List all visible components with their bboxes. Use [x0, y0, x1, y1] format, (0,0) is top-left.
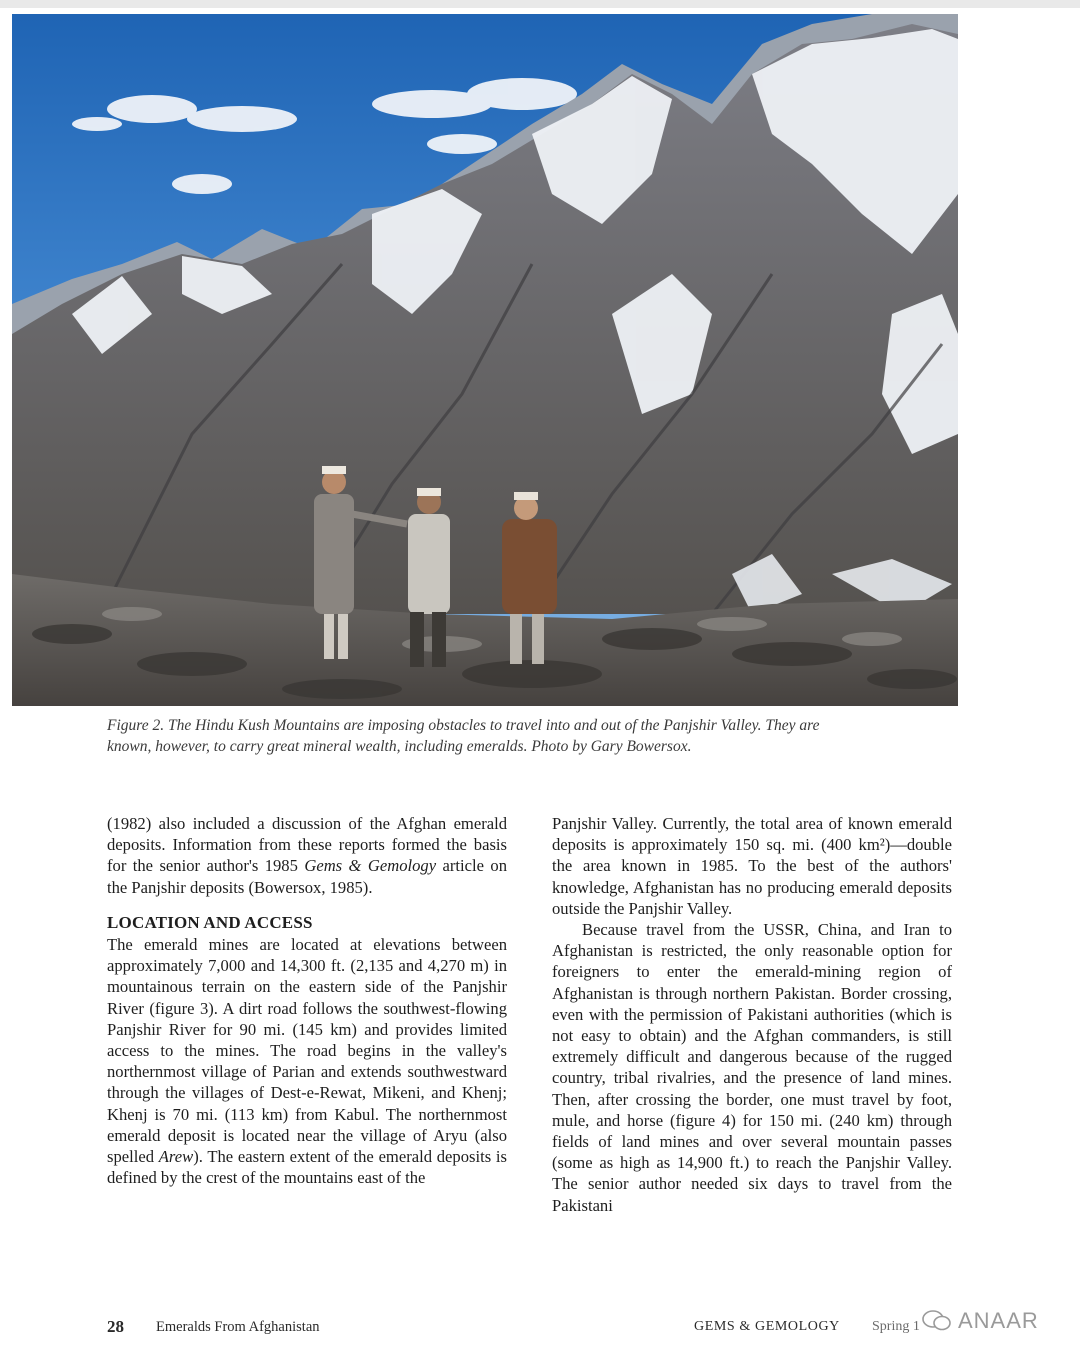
watermark — [922, 1306, 1039, 1336]
running-head: Emeralds From Afghanistan — [156, 1319, 320, 1335]
paragraph-location — [107, 934, 507, 1188]
text-run: (1982) also included a discussion of the Afghan emerald deposits. Information from these reports formed the basis for the senior author's 1985 — [107, 814, 507, 876]
figure-photo-hindu-kush — [12, 14, 958, 706]
left-column — [107, 813, 507, 1188]
text-run: ). The eastern extent of the emerald deposits is defined by the crest of the mountains east of the — [107, 1147, 507, 1188]
paragraph-references — [107, 813, 507, 898]
top-edge — [0, 0, 1080, 8]
watermark-text: ANAAR — [958, 1308, 1039, 1333]
journal-title-italic: Gems & Gemology — [304, 856, 437, 876]
italic-term: Arew — [158, 1147, 194, 1167]
journal-name: GEMS & GEMOLOGY — [694, 1319, 840, 1334]
figure-caption: Figure 2. The Hindu Kush Mountains are imposing obstacles to travel into and out of the Panjshir Valley. They are known, however, to carry great mineral wealth, including emeralds. Photo by Gary Bowersox. — [107, 717, 820, 755]
issue-label: Spring 1 — [872, 1319, 920, 1334]
text-run: article on the Panjshir deposits (Bowersox, 1985). — [107, 856, 507, 897]
right-column — [552, 813, 952, 1216]
chat-bubble-icon — [922, 1309, 952, 1333]
page-number: 28 — [107, 1317, 124, 1336]
paragraph-area: Panjshir Valley. Currently, the total area of known emerald deposits is approximately 150 sq. mi. (400 km²)—double the area known in 1985. To the best of the authors' knowledge, Afghanistan has no producing emerald deposits outside the Panjshir Valley. — [552, 814, 952, 918]
paragraph-travel: Because travel from the USSR, China, and Iran to Afghanistan is restricted, the only reasonable option for foreigners to enter the emerald-mining region of Afghanistan is through northern Pakistan. Border crossing, even with the permission of Pakistani authorities (which is not easy to obtain) and the Afghan commanders, is still extremely difficult and dangerous because of the rugged country, tribal rivalries, and the presence of land mines. Then, after crossing the border, one must travel by foot, mule, and horse (figure 4) for 150 mi. (240 km) through fields of land mines and over several mountain passes (some as high as 14,900 ft.) to reach the Panjshir Valley. The senior author needed six days to travel from the Pakistani — [552, 920, 952, 1215]
section-heading-location-access: LOCATION AND ACCESS — [107, 912, 313, 932]
text-run: The emerald mines are located at elevations between approximately 7,000 and 14,300 ft. (2,135 and 4,270 m) in mountainous terrain on the eastern side of the Panjshir River (figure 3). A dirt road follows the southwest-flowing Panjshir River for 90 mi. (145 km) and provides limited access to the mines. The road begins in the valley's northernmost village of Parian and extends southwestward through the villages of Dest-e-Rewat, Mikeni, and Khenj; Khenj is 70 mi. (113 km) from Kabul. The northernmost emerald deposit is located near the village of Aryu (also spelled — [107, 935, 507, 1167]
